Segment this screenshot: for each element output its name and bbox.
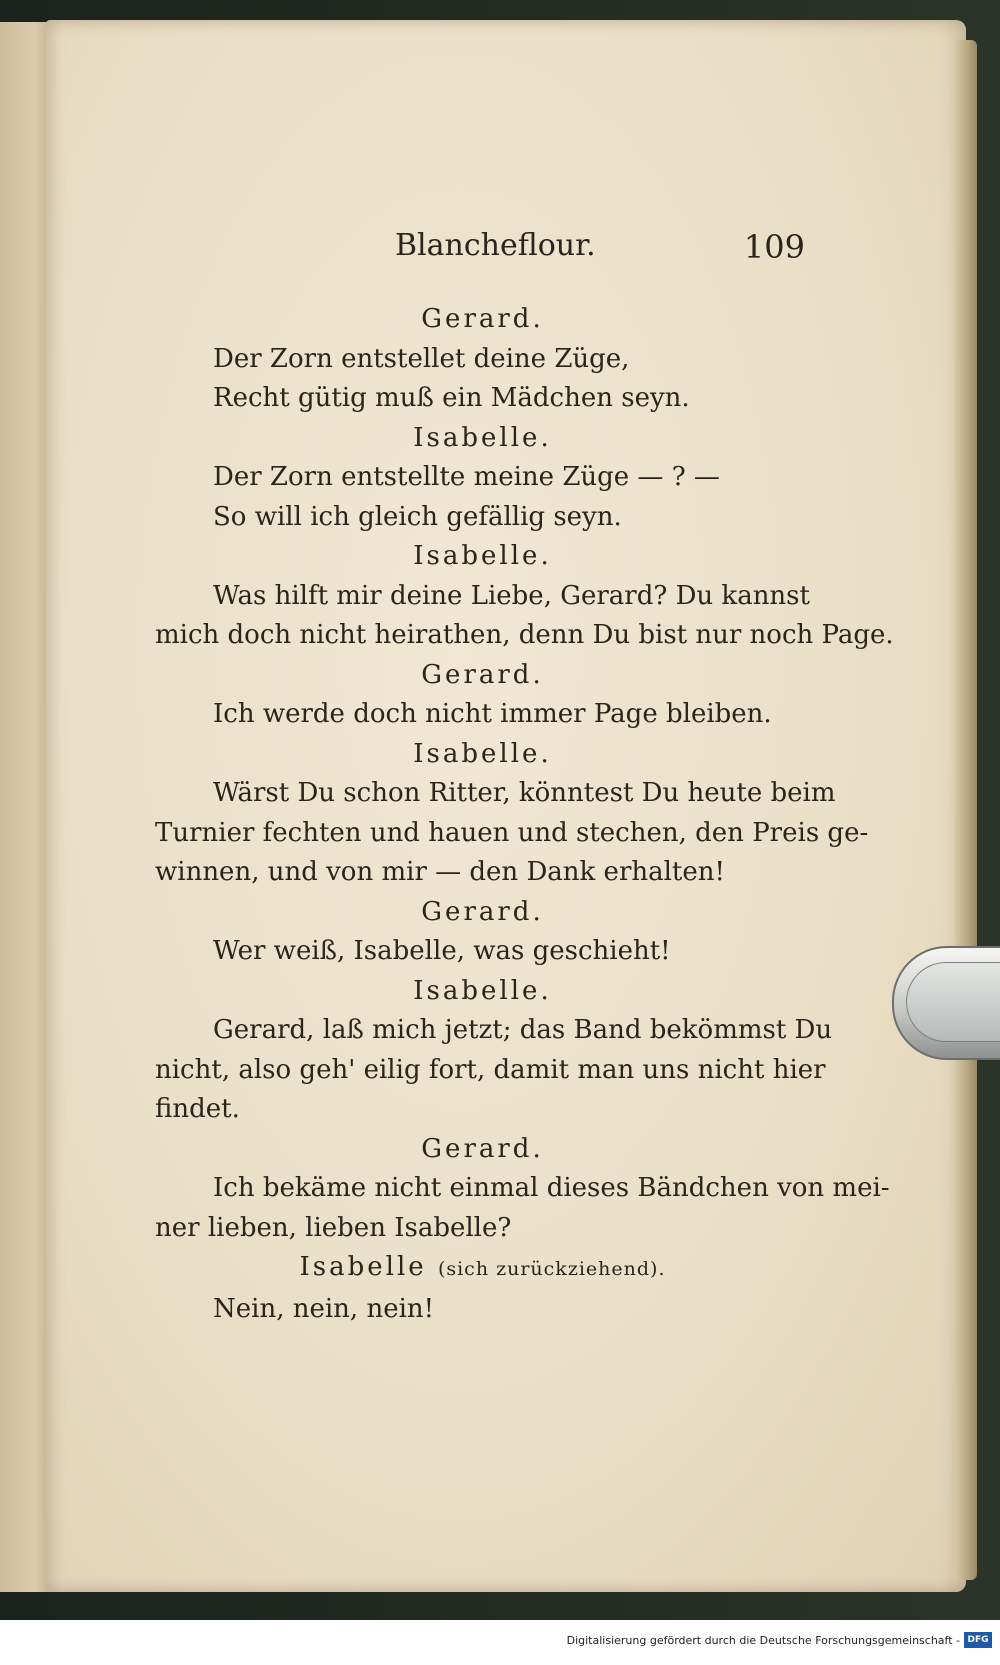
verse-line: Der Zorn entstellte meine Züge — ? —	[213, 462, 720, 492]
stage-direction: (sich zurückziehend).	[437, 1258, 666, 1280]
prose-line: Wärst Du schon Ritter, könntest Du heute beim	[213, 778, 836, 808]
running-header	[395, 228, 805, 268]
funding-notice: Digitalisierung gefördert durch die Deutsche Forschungsgemeinschaft -	[566, 1634, 960, 1647]
prose-line: Gerard, laß mich jetzt; das Band bekömmst Du	[213, 1015, 833, 1045]
page-number: 109	[743, 228, 805, 266]
verse-line: Recht gütig muß ein Mädchen seyn.	[213, 383, 690, 413]
speaker-name: Isabelle.	[413, 975, 552, 1006]
speaker-name: Isabelle.	[413, 541, 552, 571]
prose-line: Ich werde doch nicht immer Page bleiben.	[213, 699, 772, 729]
dfg-logo: DFG	[964, 1632, 992, 1648]
prose-line: mich doch nicht heirathen, denn Du bist nur noch Page.	[155, 620, 894, 650]
speaker-name: Isabelle	[299, 1252, 427, 1282]
prose-line: winnen, und von mir — den Dank erhalten!	[155, 857, 725, 887]
play-text	[155, 300, 894, 1329]
speaker-name: Gerard.	[421, 896, 544, 927]
speaker-name: Gerard.	[421, 659, 544, 690]
page-block-edge	[955, 40, 977, 1580]
verse-line: So will ich gleich gefällig seyn.	[213, 501, 622, 532]
prose-line: Wer weiß, Isabelle, was geschieht!	[213, 936, 671, 966]
running-title: Blancheflour.	[395, 228, 596, 263]
page-clip-inner	[906, 962, 1000, 1042]
speaker-name: Isabelle.	[413, 422, 552, 453]
prose-line: Nein, nein, nein!	[213, 1293, 435, 1324]
prose-line: Ich bekäme nicht einmal dieses Bändchen von mei-	[213, 1173, 890, 1203]
verse-line: Der Zorn entstellet deine Züge,	[213, 343, 630, 374]
speaker-name: Isabelle.	[413, 738, 552, 769]
prose-line: Turnier fechten und hauen und stechen, den Preis ge-	[155, 817, 869, 848]
prose-line: ner lieben, lieben Isabelle?	[155, 1212, 512, 1243]
prose-line: Was hilft mir deine Liebe, Gerard? Du kannst	[213, 580, 810, 611]
prose-line: findet.	[155, 1094, 240, 1124]
speaker-with-direction	[155, 1248, 810, 1290]
speaker-name: Gerard.	[421, 1133, 544, 1164]
footer-bar	[0, 1620, 1000, 1665]
prose-line: nicht, also geh' eilig fort, damit man uns nicht hier	[155, 1054, 826, 1085]
speaker-name: Gerard.	[421, 304, 544, 334]
